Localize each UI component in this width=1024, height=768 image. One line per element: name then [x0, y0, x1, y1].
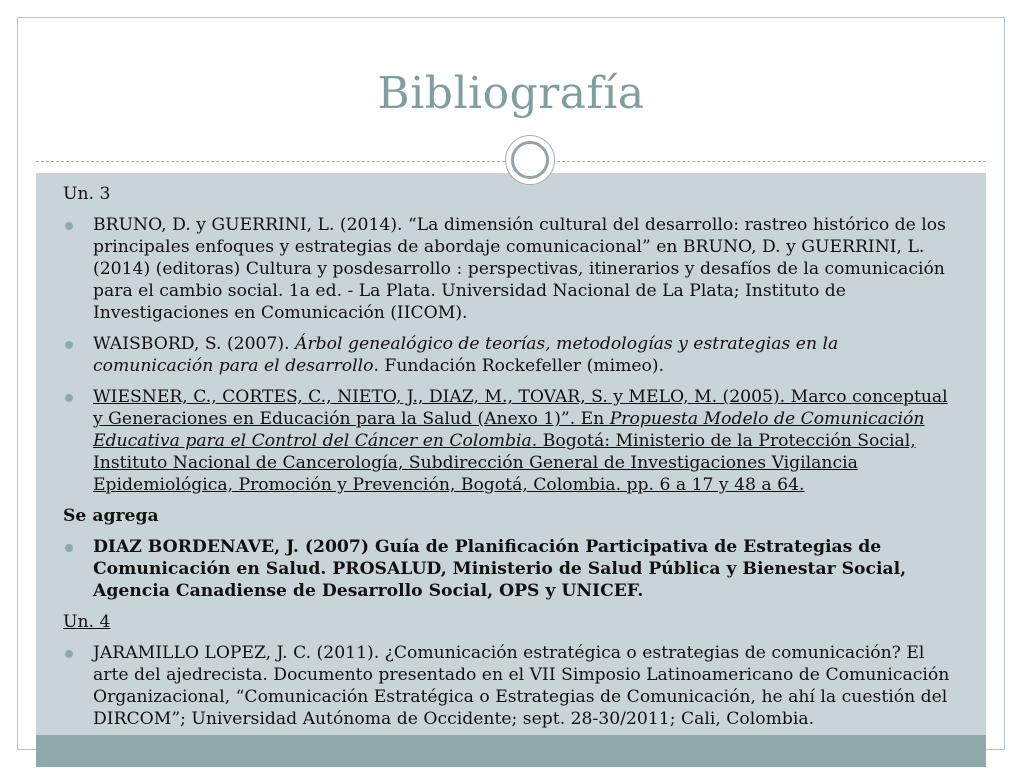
section-heading-un4: Un. 4: [63, 612, 111, 632]
bullet-dot-icon: [65, 544, 73, 552]
reference-item-diaz-bordenave: [63, 536, 956, 602]
section-heading-un3: Un. 3: [63, 184, 111, 204]
footer-bar: [36, 735, 986, 767]
reference-publisher: . Fundación Rockefeller (mimeo).: [373, 356, 665, 376]
bullet-dot-icon: [65, 341, 73, 349]
bibliography-text: [63, 183, 956, 739]
reference-title: Propuesta Modelo de Comunicación Educativa para el Control del Cáncer en Colombia: [93, 409, 925, 451]
reference-publisher: . Bogotá: Ministerio de la Protección Social, Instituto Nacional de Cancerología, Subdirección General de Investigaciones Vigilancia Epidemiológica, Promoción y Prevención, Bogotá, Colombia. pp. 6 a 17 y 48 a 64.: [93, 431, 916, 495]
reference-author: WIESNER, C., CORTES, C., NIETO, J., DIAZ, M., TOVAR, S. y MELO, M. (2005). Marco conceptual y Generaciones en Educación para la Salud (Anexo 1)”. En: [93, 387, 948, 429]
reference-author: WAISBORD, S. (2007).: [93, 334, 296, 354]
reference-title: Árbol genealógico de teorías, metodologías y estrategias en la comunicación para el desarrollo: [93, 334, 839, 376]
section-heading-se-agrega: Se agrega: [63, 506, 159, 526]
reference-item-jaramillo: [63, 642, 956, 730]
reference-text: JARAMILLO LOPEZ, J. C. (2011). ¿Comunicación estratégica o estrategias de comunicación? El arte del ajedrecista. Documento presentado en el VII Simposio Latinoamericano de Comunicación Organizacional, “Comunicación Estratégica o Estrategias de Comunicación, he ahí la cuestión del DIRCOM”; Universidad Autónoma de Occidente; sept. 28-30/2011; Cali, Colombia.: [93, 643, 950, 729]
reference-text: DIAZ BORDENAVE, J. (2007) Guía de Planificación Participativa de Estrategias de Comunicación en Salud. PROSALUD, Ministerio de Salud Pública y Bienestar Social, Agencia Canadiense de Desarrollo Social, OPS y UNICEF.: [93, 537, 907, 601]
bullet-dot-icon: [65, 394, 73, 402]
reference-text: BRUNO, D. y GUERRINI, L. (2014). “La dimensión cultural del desarrollo: rastreo histórico de los principales enfoques y estrategias de abordaje comunicacional” en BRUNO, D. y GUERRINI, L. (2014) (editoras) Cultura y posdesarrollo : perspectivas, itinerarios y desafíos de la comunicación para el cambio social. 1a ed. - La Plata. Universidad Nacional de La Plata; Instituto de Investigaciones en Comunicación (IICOM).: [93, 215, 946, 323]
slide-title: Bibliografía: [377, 68, 645, 119]
slide-frame: [17, 17, 1005, 750]
reference-item-bruno: [63, 214, 956, 324]
bullet-dot-icon: [65, 222, 73, 230]
reference-item-waisbord: [63, 333, 956, 377]
reference-item-wiesner: [63, 386, 956, 496]
content-panel: [36, 173, 986, 735]
bullet-dot-icon: [65, 650, 73, 658]
ring-ornament-icon: [505, 135, 555, 185]
